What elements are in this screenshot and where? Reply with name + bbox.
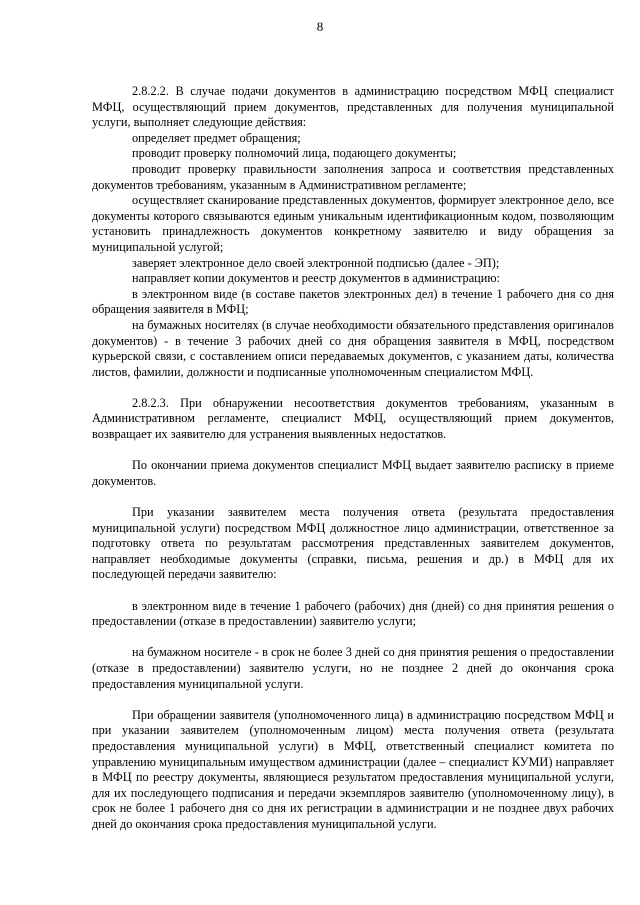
paragraph: на бумажном носителе - в срок не более 3 дней со дня принятия решения о предоставлении (отказе в предоставлении) заявителю услуги, но не позднее 2 дней до окончания срока предоставления муниципальной услуги. (92, 645, 614, 691)
paragraph: определяет предмет обращения; (132, 130, 301, 145)
paragraph: При обращении заявителя (уполномоченного лица) в администрацию посредством МФЦ и при указании заявителем (уполномоченным лицом) места получения ответа (результата предоставления муниципальной услуги) в МФЦ, ответственный специалист комитета по управлению муниципальным имуществом администрации (далее – специалист КУМИ) направляет в МФЦ по реестру документы, являющиеся результатом предоставления муниципальной услуги, для их последующего подписания и передачи экземпляров заявителю (уполномоченному лицу), в срок не более 1 рабочего дня со дня их регистрации в администрации и не позднее двух рабочих дней до окончания срока предоставления муниципальной услуги. (92, 707, 614, 831)
paragraph: направляет копии документов и реестр документов в администрацию: (132, 271, 500, 286)
paragraph: на бумажных носителях (в случае необходимости обязательного представления оригиналов документов) - в течение 3 рабочих дней со дня обращения заявителя в МФЦ, посредством курьерской связи, с составлением описи передаваемых документов, с указанием даты, количества листов, фамилии, должности и подписанные уполномоченным специалистом МФЦ. (92, 317, 614, 379)
paragraph: осуществляет сканирование представленных документов, формирует электронное дело, все документы которого связываются единым уникальным идентификационным кодом, позволяющим установить принадлежность документов конкретному заявителю и виду обращения за муниципальной услугой; (92, 193, 614, 254)
paragraph: проводит проверку правильности заполнения запроса и соответствия представленных документов требованиям, указанным в Административном регламенте; (92, 161, 614, 192)
paragraph: проводит проверку полномочий лица, подающего документы; (132, 146, 457, 161)
paragraph: По окончании приема документов специалист МФЦ выдает заявителю расписку в приеме документов. (92, 458, 614, 488)
paragraph: 2.8.2.3. При обнаружении несоответствия документов требованиям, указанным в Административном регламенте, специалист МФЦ, осуществляющий прием документов, возвращает их заявителю для устранения выявленных недостатков. (92, 395, 614, 442)
paragraph: заверяет электронное дело своей электронной подписью (далее - ЭП); (132, 255, 500, 270)
paragraph: в электронном виде (в составе пакетов электронных дел) в течение 1 рабочего дня со дня обращения заявителя в МФЦ; (92, 286, 614, 317)
document-body (92, 84, 614, 833)
paragraph: в электронном виде в течение 1 рабочего (рабочих) дня (дней) со дня принятия решения о предоставлении (отказе в предоставлении) заявителю услуги; (92, 598, 614, 629)
paragraph: 2.8.2.2. В случае подачи документов в администрацию посредством МФЦ специалист МФЦ, осуществляющий прием документов, представленных для получения муниципальной услуги, выполняет следующие действия: (92, 84, 614, 130)
page-number: 8 (316, 19, 324, 34)
paragraph: При указании заявителем места получения ответа (результата предоставления муниципальной услуги) посредством МФЦ должностное лицо администрации, ответственное за подготовку ответа по результатам рассмотрения представленных заявителем документов, направляет необходимые документы (справки, письма, решения и др.) в МФЦ для их последующей передачи заявителю: (92, 505, 614, 582)
